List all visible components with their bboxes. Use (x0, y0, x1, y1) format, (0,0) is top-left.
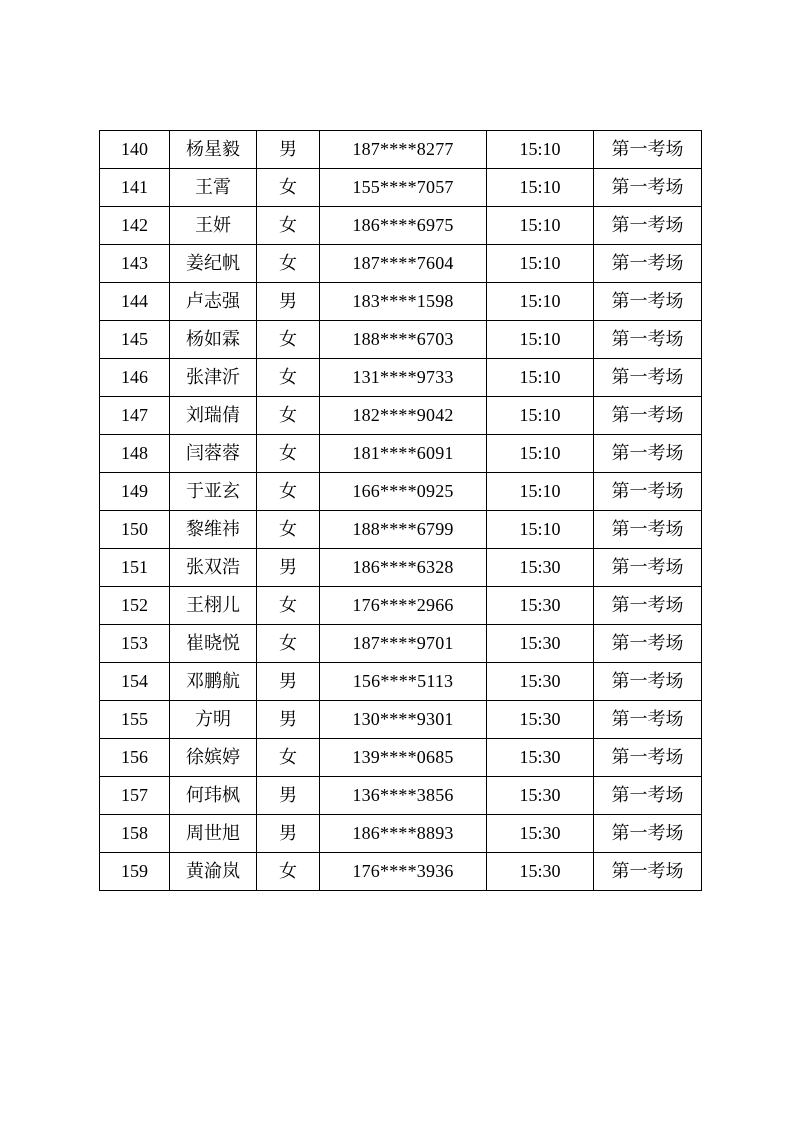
cell-phone: 186****8893 (320, 815, 487, 853)
cell-index: 140 (100, 131, 170, 169)
cell-room: 第一考场 (594, 321, 702, 359)
cell-room: 第一考场 (594, 777, 702, 815)
cell-time: 15:30 (487, 663, 594, 701)
cell-room: 第一考场 (594, 435, 702, 473)
cell-index: 148 (100, 435, 170, 473)
table-row (100, 549, 702, 587)
cell-index: 145 (100, 321, 170, 359)
cell-name: 王妍 (170, 207, 257, 245)
cell-room: 第一考场 (594, 131, 702, 169)
cell-name: 方明 (170, 701, 257, 739)
cell-time: 15:10 (487, 321, 594, 359)
cell-time: 15:10 (487, 207, 594, 245)
table-row (100, 245, 702, 283)
cell-phone: 136****3856 (320, 777, 487, 815)
cell-gender: 女 (257, 207, 320, 245)
cell-index: 155 (100, 701, 170, 739)
cell-gender: 女 (257, 169, 320, 207)
table-row (100, 359, 702, 397)
cell-name: 于亚玄 (170, 473, 257, 511)
cell-time: 15:10 (487, 473, 594, 511)
cell-room: 第一考场 (594, 511, 702, 549)
cell-time: 15:10 (487, 169, 594, 207)
cell-index: 158 (100, 815, 170, 853)
table-row (100, 815, 702, 853)
cell-phone: 183****1598 (320, 283, 487, 321)
cell-phone: 155****7057 (320, 169, 487, 207)
cell-gender: 男 (257, 283, 320, 321)
cell-index: 157 (100, 777, 170, 815)
cell-name: 张双浩 (170, 549, 257, 587)
cell-phone: 130****9301 (320, 701, 487, 739)
table-row (100, 511, 702, 549)
cell-phone: 181****6091 (320, 435, 487, 473)
cell-gender: 女 (257, 587, 320, 625)
cell-gender: 男 (257, 131, 320, 169)
cell-gender: 男 (257, 777, 320, 815)
cell-phone: 166****0925 (320, 473, 487, 511)
cell-time: 15:30 (487, 701, 594, 739)
table-row (100, 131, 702, 169)
cell-gender: 女 (257, 359, 320, 397)
cell-name: 张津沂 (170, 359, 257, 397)
cell-name: 周世旭 (170, 815, 257, 853)
cell-room: 第一考场 (594, 549, 702, 587)
cell-phone: 187****9701 (320, 625, 487, 663)
cell-name: 王栩儿 (170, 587, 257, 625)
cell-name: 杨星毅 (170, 131, 257, 169)
cell-phone: 182****9042 (320, 397, 487, 435)
cell-gender: 女 (257, 245, 320, 283)
table-row (100, 169, 702, 207)
table-row (100, 207, 702, 245)
cell-time: 15:30 (487, 549, 594, 587)
cell-index: 153 (100, 625, 170, 663)
cell-room: 第一考场 (594, 739, 702, 777)
cell-phone: 176****3936 (320, 853, 487, 891)
cell-time: 15:10 (487, 511, 594, 549)
cell-name: 杨如霖 (170, 321, 257, 359)
cell-room: 第一考场 (594, 587, 702, 625)
table-row (100, 321, 702, 359)
cell-time: 15:10 (487, 283, 594, 321)
cell-phone: 139****0685 (320, 739, 487, 777)
cell-name: 闫蓉蓉 (170, 435, 257, 473)
cell-index: 146 (100, 359, 170, 397)
cell-name: 邓鹏航 (170, 663, 257, 701)
cell-gender: 男 (257, 815, 320, 853)
cell-room: 第一考场 (594, 359, 702, 397)
cell-room: 第一考场 (594, 207, 702, 245)
cell-index: 143 (100, 245, 170, 283)
cell-name: 黄渝岚 (170, 853, 257, 891)
cell-time: 15:10 (487, 397, 594, 435)
cell-time: 15:10 (487, 245, 594, 283)
cell-time: 15:30 (487, 625, 594, 663)
cell-gender: 女 (257, 739, 320, 777)
cell-room: 第一考场 (594, 701, 702, 739)
cell-index: 141 (100, 169, 170, 207)
table-row (100, 739, 702, 777)
cell-name: 姜纪帆 (170, 245, 257, 283)
cell-name: 黎维祎 (170, 511, 257, 549)
cell-index: 142 (100, 207, 170, 245)
cell-time: 15:10 (487, 131, 594, 169)
cell-gender: 男 (257, 663, 320, 701)
cell-index: 156 (100, 739, 170, 777)
cell-room: 第一考场 (594, 283, 702, 321)
cell-index: 154 (100, 663, 170, 701)
cell-phone: 187****7604 (320, 245, 487, 283)
cell-phone: 176****2966 (320, 587, 487, 625)
cell-index: 150 (100, 511, 170, 549)
roster-table-container (99, 130, 695, 891)
cell-time: 15:30 (487, 777, 594, 815)
table-row (100, 435, 702, 473)
cell-name: 徐嫔婷 (170, 739, 257, 777)
cell-gender: 男 (257, 701, 320, 739)
cell-index: 152 (100, 587, 170, 625)
cell-room: 第一考场 (594, 625, 702, 663)
cell-phone: 186****6975 (320, 207, 487, 245)
cell-gender: 女 (257, 397, 320, 435)
table-row (100, 663, 702, 701)
cell-phone: 156****5113 (320, 663, 487, 701)
cell-gender: 男 (257, 549, 320, 587)
table-row (100, 853, 702, 891)
cell-phone: 188****6703 (320, 321, 487, 359)
cell-name: 何玮枫 (170, 777, 257, 815)
cell-name: 王霄 (170, 169, 257, 207)
cell-room: 第一考场 (594, 169, 702, 207)
cell-time: 15:30 (487, 815, 594, 853)
cell-time: 15:30 (487, 739, 594, 777)
cell-gender: 女 (257, 625, 320, 663)
table-row (100, 283, 702, 321)
roster-table (99, 130, 702, 891)
cell-room: 第一考场 (594, 663, 702, 701)
cell-index: 144 (100, 283, 170, 321)
cell-time: 15:10 (487, 359, 594, 397)
cell-room: 第一考场 (594, 853, 702, 891)
cell-name: 刘瑞倩 (170, 397, 257, 435)
cell-room: 第一考场 (594, 397, 702, 435)
cell-room: 第一考场 (594, 245, 702, 283)
cell-name: 崔晓悦 (170, 625, 257, 663)
table-row (100, 397, 702, 435)
cell-gender: 女 (257, 511, 320, 549)
cell-index: 151 (100, 549, 170, 587)
table-row (100, 625, 702, 663)
cell-phone: 131****9733 (320, 359, 487, 397)
cell-room: 第一考场 (594, 473, 702, 511)
cell-gender: 女 (257, 473, 320, 511)
cell-time: 15:10 (487, 435, 594, 473)
cell-index: 159 (100, 853, 170, 891)
table-row (100, 701, 702, 739)
roster-table-body (100, 131, 702, 891)
cell-index: 147 (100, 397, 170, 435)
cell-phone: 187****8277 (320, 131, 487, 169)
cell-time: 15:30 (487, 853, 594, 891)
cell-name: 卢志强 (170, 283, 257, 321)
cell-gender: 女 (257, 435, 320, 473)
cell-index: 149 (100, 473, 170, 511)
cell-room: 第一考场 (594, 815, 702, 853)
cell-gender: 女 (257, 321, 320, 359)
table-row (100, 587, 702, 625)
table-row (100, 473, 702, 511)
cell-phone: 186****6328 (320, 549, 487, 587)
cell-time: 15:30 (487, 587, 594, 625)
cell-phone: 188****6799 (320, 511, 487, 549)
cell-gender: 女 (257, 853, 320, 891)
table-row (100, 777, 702, 815)
